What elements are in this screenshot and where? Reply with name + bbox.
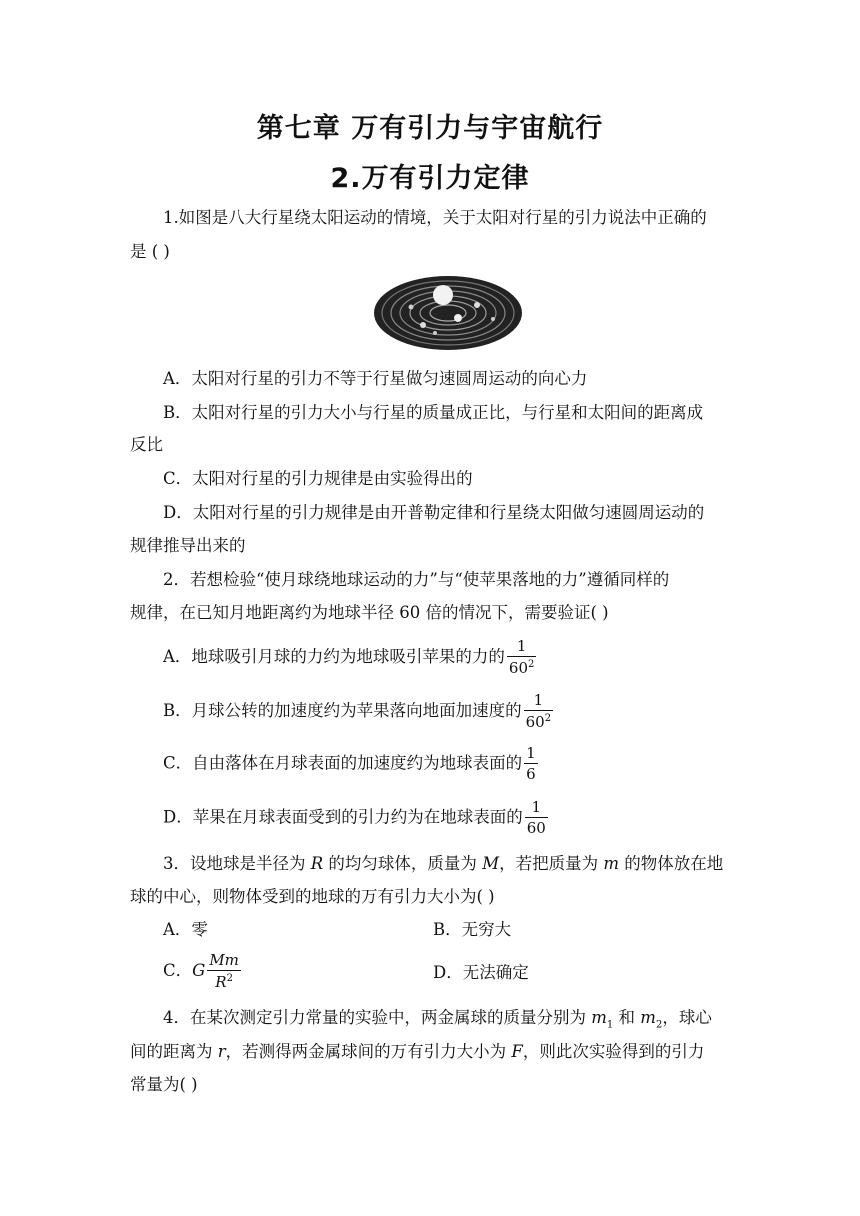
chapter-title: 第七章 万有引力与宇宙航行 — [256, 113, 604, 144]
q4-stem-line1: 4．在某次测定引力常量的实验中，两金属球的质量分别为 $m_1$ 和 $m_2$，球心 — [163, 1008, 712, 1031]
section-title: 2.万有引力定律 — [330, 163, 530, 194]
q1-option-d-line2: 规律推导出来的 — [130, 536, 246, 555]
fraction: $\frac{1}{60}$ — [526, 798, 546, 837]
q3-option-a: A．零 — [163, 920, 208, 939]
q1-stem-line1: 1.如图是八大行星绕太阳运动的情境，关于太阳对行星的引力说法中正确的 — [163, 208, 707, 227]
q2-stem-line2: 规律，在已知月地距离约为地球半径 60 倍的情况下，需要验证( ) — [130, 603, 609, 622]
q1-option-d-line1: D．太阳对行星的引力规律是由开普勒定律和行星绕太阳做匀速圆周运动的 — [163, 503, 705, 522]
q2-option-b — [163, 693, 763, 730]
q2-stem-line1: 2．若想检验“使月球绕地球运动的力”与“使苹果落地的力”遵循同样的 — [163, 570, 670, 589]
q1-option-c: C．太阳对行星的引力规律是由实验得出的 — [163, 469, 473, 488]
q2-option-a-text: A．地球吸引月球的力约为地球吸引苹果的力的 — [163, 647, 505, 666]
q1-option-a: A．太阳对行星的引力不等于行星做匀速圆周运动的向心力 — [163, 369, 588, 388]
q1-stem-line2: 是 ( ) — [130, 242, 170, 261]
q1-option-b-line2: 反比 — [130, 435, 163, 454]
q2-option-d-text: D．苹果在月球表面受到的引力约为在地球表面的 — [163, 807, 523, 827]
q2-option-c — [163, 746, 763, 782]
fraction: $\frac{1}{60^2}$ — [525, 691, 552, 731]
q3-option-c: C．G $\frac{Mm}{R^2}$ — [163, 951, 239, 991]
q2-option-b-text: B．月球公转的加速度约为苹果落向地面加速度的 — [163, 701, 522, 720]
fraction: $\frac{Mm}{R^2}$ — [209, 951, 239, 991]
q4-stem-line3: 常量为( ) — [130, 1075, 198, 1094]
q1-option-b-line1: B．太阳对行星的引力大小与行星的质量成正比，与行星和太阳间的距离成 — [163, 403, 704, 422]
fraction: $\frac{1}{60^2}$ — [508, 637, 535, 677]
fraction: $\frac{1}{6}$ — [526, 744, 536, 783]
q2-option-d — [163, 800, 763, 836]
q3-option-b: B．无穷大 — [433, 920, 512, 939]
q3-option-d: D．无法确定 — [433, 963, 529, 982]
q2-option-a — [163, 639, 763, 676]
q3-stem-line1: 3．设地球是半径为 R 的均匀球体，质量为 M，若把质量为 m 的物体放在地 — [163, 854, 724, 873]
q2-option-c-text: C．自由落体在月球表面的加速度约为地球表面的 — [163, 753, 523, 773]
solar-system-icon — [373, 275, 523, 351]
q4-stem-line2: 间的距离为 r，若测得两金属球间的万有引力大小为 F，则此次实验得到的引力 — [130, 1042, 705, 1061]
q3-stem-line2: 球的中心，则物体受到的地球的万有引力大小为( ) — [130, 887, 495, 906]
